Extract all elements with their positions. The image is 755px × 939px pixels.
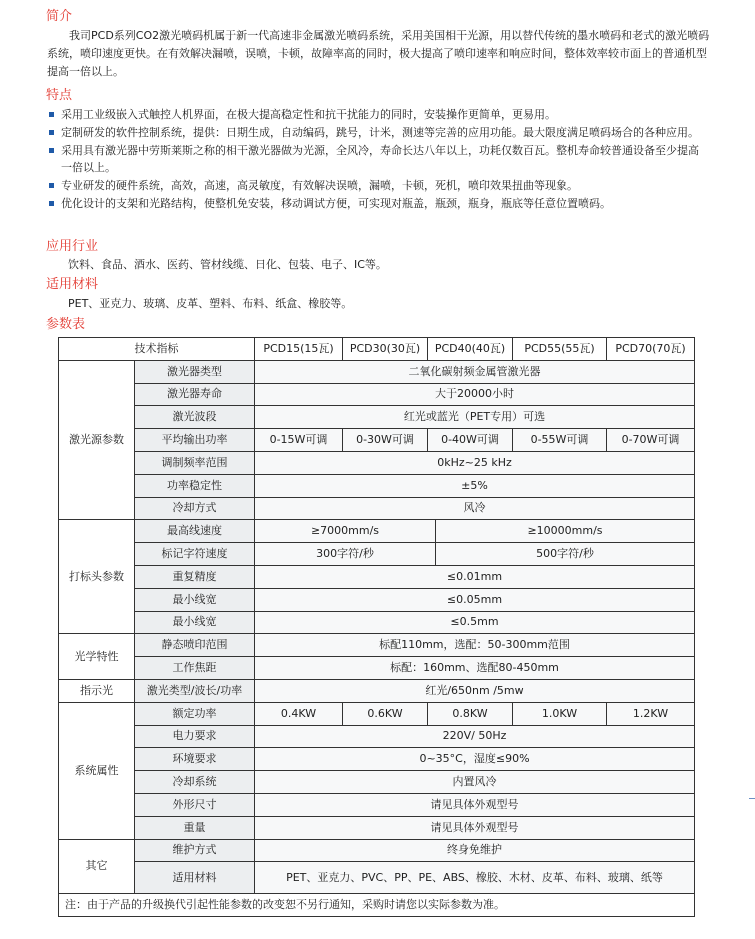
spec-label: 重复精度 <box>135 565 255 588</box>
spec-label: 静态喷印范围 <box>135 634 255 657</box>
spec-header-row <box>59 338 695 361</box>
spec-value: 大于20000小时 <box>255 383 695 406</box>
spec-label: 最小线宽 <box>135 611 255 634</box>
group-other: 其它 <box>59 839 135 894</box>
features-list <box>47 107 707 214</box>
rated-power-value: 0.8KW <box>428 702 513 725</box>
spec-label: 外形尺寸 <box>135 793 255 816</box>
materials-title: 适用材料 <box>46 277 99 292</box>
spec-value: 标配110mm，选配：50-300mm范围 <box>255 634 695 657</box>
spec-label: 电力要求 <box>135 725 255 748</box>
spec-value: PET、亚克力、PVC、PP、PE、ABS、橡胶、木材、皮革、布料、玻璃、纸等 <box>255 862 695 894</box>
feature-item: 定制研发的软件控制系统，提供：日期生成，自动编码，跳号，计米，测速等完善的应用功能。最大限度满足喷码场合的各种应用。 <box>47 125 707 142</box>
spec-value: 请见具体外观型号 <box>255 816 695 839</box>
spec-label: 冷却方式 <box>135 497 255 520</box>
group-pointer: 指示光 <box>59 679 135 702</box>
spec-value: 标配：160mm、选配80-450mm <box>255 657 695 680</box>
spec-label: 工作焦距 <box>135 657 255 680</box>
char-speed-value: 300字符/秒 <box>255 543 436 566</box>
model-header: PCD40(40瓦) <box>428 338 513 361</box>
group-laser: 激光源参数 <box>59 360 135 520</box>
rated-power-value: 0.6KW <box>343 702 428 725</box>
spec-value: 220V/ 50Hz <box>255 725 695 748</box>
spec-label: 激光器寿命 <box>135 383 255 406</box>
spec-label: 最高线速度 <box>135 520 255 543</box>
spec-label: 冷却系统 <box>135 771 255 794</box>
group-optics: 光学特性 <box>59 634 135 680</box>
char-speed-value: 500字符/秒 <box>436 543 695 566</box>
power-value: 0-30W可调 <box>343 429 428 452</box>
spec-value: 内置风冷 <box>255 771 695 794</box>
spec-value: ±5% <box>255 474 695 497</box>
spec-value: 0~35°C，湿度≤90% <box>255 748 695 771</box>
spec-table <box>58 337 695 917</box>
spec-value: 红光或蓝光（PET专用）可选 <box>255 406 695 429</box>
spec-label: 标记字符速度 <box>135 543 255 566</box>
group-marking: 打标头参数 <box>59 520 135 634</box>
industries-text: 饮料、食品、酒水、医药、管材线缆、日化、包装、电子、IC等。 <box>68 258 387 271</box>
rated-power-value: 1.2KW <box>607 702 695 725</box>
spec-label: 功率稳定性 <box>135 474 255 497</box>
power-value: 0-15W可调 <box>255 429 343 452</box>
spec-label: 重量 <box>135 816 255 839</box>
intro-title: 简介 <box>46 9 73 24</box>
spec-value: 0kHz~25 kHz <box>255 451 695 474</box>
specs-title: 参数表 <box>46 317 86 332</box>
spec-label: 最小线宽 <box>135 588 255 611</box>
speed-value: ≥7000mm/s <box>255 520 436 543</box>
spec-header-label: 技术指标 <box>59 338 255 361</box>
feature-item: 采用具有激光器中劳斯莱斯之称的相干激光器做为光源，全风冷，寿命长达八年以上，功耗仅数百瓦。整机寿命较普通设备至少提高一倍以上。 <box>47 143 707 176</box>
speed-value: ≥10000mm/s <box>436 520 695 543</box>
power-value: 0-40W可调 <box>428 429 513 452</box>
feature-item: 优化设计的支架和光路结构，使整机免安装，移动调试方便，可实现对瓶盖，瓶颈，瓶身，瓶底等任意位置喷码。 <box>47 196 707 213</box>
feature-item: 采用工业级嵌入式触控人机界面，在极大提高稳定性和抗干扰能力的同时，安装操作更简单，更易用。 <box>47 107 707 124</box>
spec-label: 适用材料 <box>135 862 255 894</box>
model-header: PCD55(55瓦) <box>513 338 607 361</box>
spec-value: 二氧化碳射频金属管激光器 <box>255 360 695 383</box>
spec-value: 红光/650nm /5mw <box>255 679 695 702</box>
rated-power-value: 0.4KW <box>255 702 343 725</box>
spec-label: 激光类型/波长/功率 <box>135 679 255 702</box>
rated-power-value: 1.0KW <box>513 702 607 725</box>
features-title: 特点 <box>46 88 73 103</box>
spec-label: 激光器类型 <box>135 360 255 383</box>
spec-note: 注：由于产品的升级换代引起性能参数的改变恕不另行通知，采购时请您以实际参数为准。 <box>59 894 695 917</box>
industries-title: 应用行业 <box>46 239 99 254</box>
spec-label: 额定功率 <box>135 702 255 725</box>
power-value: 0-70W可调 <box>607 429 695 452</box>
spec-label: 调制频率范围 <box>135 451 255 474</box>
intro-text: 我司PCD系列CO2激光喷码机属于新一代高速非金属激光喷码系统，采用美国相干光源，用以替代传统的墨水喷码和老式的激光喷码系统，喷印速度更快。在有效解决漏喷，误喷，卡顿，故障率高的同时，极大提高了喷印速率和响应时间，整体效率较市面上的普通机型提高一倍以上。 <box>47 29 710 78</box>
model-header: PCD30(30瓦) <box>343 338 428 361</box>
spec-value: ≤0.5mm <box>255 611 695 634</box>
spec-value: 风冷 <box>255 497 695 520</box>
spec-label: 维护方式 <box>135 839 255 862</box>
power-value: 0-55W可调 <box>513 429 607 452</box>
spec-value: ≤0.05mm <box>255 588 695 611</box>
model-header: PCD15(15瓦) <box>255 338 343 361</box>
spec-label: 激光波段 <box>135 406 255 429</box>
spec-label: 环境要求 <box>135 748 255 771</box>
spec-value: ≤0.01mm <box>255 565 695 588</box>
spec-value: 终身免维护 <box>255 839 695 862</box>
group-system: 系统属性 <box>59 702 135 839</box>
feature-item: 专业研发的硬件系统，高效，高速，高灵敏度，有效解决误喷，漏喷，卡顿，死机，喷印效果扭曲等现象。 <box>47 178 707 195</box>
spec-label: 平均输出功率 <box>135 429 255 452</box>
model-header: PCD70(70瓦) <box>607 338 695 361</box>
edge-mark <box>749 798 755 799</box>
materials-text: PET、亚克力、玻璃、皮革、塑料、布料、纸盒、橡胶等。 <box>68 297 353 310</box>
spec-value: 请见具体外观型号 <box>255 793 695 816</box>
